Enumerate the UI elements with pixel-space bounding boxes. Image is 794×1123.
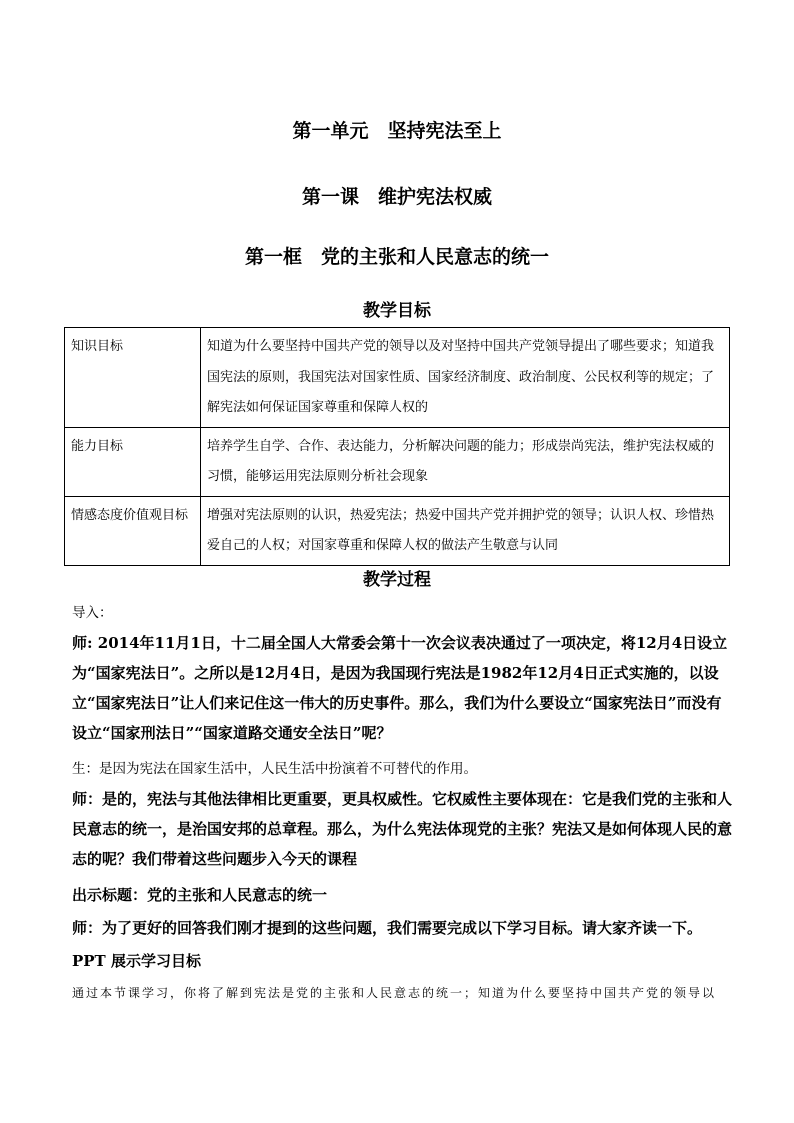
unit-title: 第一单元 坚持宪法至上 xyxy=(292,120,502,142)
objective-label-ability: 能力目标 xyxy=(65,427,201,496)
objective-label-emotion: 情感态度价值观目标 xyxy=(65,496,201,565)
objectives-heading: 教学目标 xyxy=(363,301,431,321)
objectives-table xyxy=(64,327,730,566)
teacher-paragraph-1: 师: 2014年11月1日，十二届全国人大常委会第十一次会议表决通过了一项决定，将12月4日设立为“国家宪法日”。之所以是12月4日，是因为我国现行宪法是1982年12月4日正式实施的，以设立“国家宪法日”让人们来记住这一伟大的历史事件。那么，我们为什么要设立“国家宪法日”而没有设立“国家刑法日”“国家道路交通安全法日”呢？ xyxy=(72,634,728,742)
process-heading: 教学过程 xyxy=(363,570,431,590)
teacher-paragraph-2: 师：是的，宪法与其他法律相比更重要，更具权威性。它权威性主要体现在：它是我们党的主张和人民意志的统一，是治国安邦的总章程。那么，为什么宪法体现党的主张？宪法又是如何体现人民的意志的呢？我们带着这些问题步入今天的课程 xyxy=(72,790,733,868)
objective-label-knowledge: 知识目标 xyxy=(65,328,201,428)
objective-content-emotion: 增强对宪法原则的认识，热爱宪法；热爱中国共产党并拥护党的领导；认识人权、珍惜热爱自己的人权；对国家尊重和保障人权的做法产生敬意与认同 xyxy=(201,496,730,565)
intro-label: 导入： xyxy=(72,605,113,621)
table-row xyxy=(65,328,730,428)
student-paragraph: 生：是因为宪法在国家生活中，人民生活中扮演着不可替代的作用。 xyxy=(72,761,477,777)
learning-goals-text: 通过本节课学习，你将了解到宪法是党的主张和人民意志的统一；知道为什么要坚持中国共产党的领导以 xyxy=(72,986,717,1000)
objective-content-knowledge: 知道为什么要坚持中国共产党的领导以及对坚持中国共产党领导提出了哪些要求；知道我国宪法的原则，我国宪法对国家性质、国家经济制度、政治制度、公民权利等的规定；了解宪法如何保证国家尊重和保障人权的 xyxy=(201,328,730,428)
ppt-label: PPT 展示学习目标 xyxy=(72,952,201,970)
table-row xyxy=(65,496,730,565)
frame-title: 第一框 党的主张和人民意志的统一 xyxy=(244,246,549,268)
table-row xyxy=(65,427,730,496)
objective-content-ability: 培养学生自学、合作、表达能力，分析解决问题的能力；形成崇尚宪法，维护宪法权威的习惯，能够运用宪法原则分析社会现象 xyxy=(201,427,730,496)
show-title-paragraph: 出示标题：党的主张和人民意志的统一 xyxy=(72,886,328,904)
teacher-paragraph-3: 师：为了更好的回答我们刚才提到的这些问题，我们需要完成以下学习目标。请大家齐读一下。 xyxy=(72,919,703,937)
lesson-title: 第一课 维护宪法权威 xyxy=(301,186,492,208)
